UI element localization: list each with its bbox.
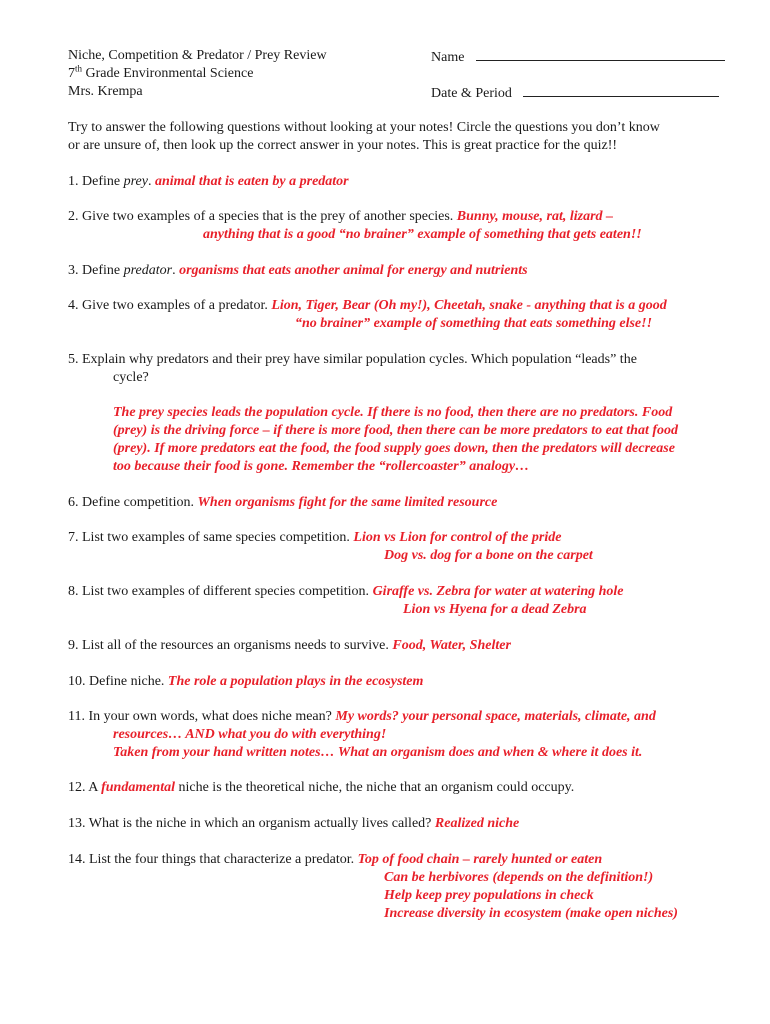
answer-14-line-4: Increase diversity in ecosystem (make open niches) <box>384 906 678 921</box>
answer-6: When organisms fight for the same limited resource <box>197 495 498 510</box>
answer-10: The role a population plays in the ecosystem <box>167 674 424 689</box>
date-blank <box>523 83 719 97</box>
answer-8-line-2: Lion vs Hyena for a dead Zebra <box>403 602 587 617</box>
question-4: 4. Give two examples of a predator. Lion, Tiger, Bear (Oh my!), Cheetah, snake - anything that is a good <box>68 298 667 313</box>
question-5-line-1: 5. Explain why predators and their prey have similar population cycles. Which population “leads” the <box>68 352 637 367</box>
question-3: 3. Define predator. organisms that eats another animal for energy and nutrients <box>68 263 528 278</box>
answer-1: animal that is eaten by a predator <box>154 174 349 189</box>
answer-9: Food, Water, Shelter <box>392 638 511 653</box>
answer-8-line-1: Giraffe vs. Zebra for water at watering hole <box>372 584 624 599</box>
term-prey: prey <box>123 174 148 189</box>
worksheet-title: Niche, Competition & Predator / Prey Review <box>68 48 327 63</box>
answer-7-line-1: Lion vs Lion for control of the pride <box>353 530 562 545</box>
question-11: 11. In your own words, what does niche mean? My words? your personal space, materials, climate, and <box>68 709 656 724</box>
question-13: 13. What is the niche in which an organism actually lives called? Realized niche <box>68 816 520 831</box>
question-12: 12. A fundamental niche is the theoretical niche, the niche that an organism could occupy. <box>68 780 575 795</box>
answer-14-line-3: Help keep prey populations in check <box>384 888 594 903</box>
answer-4-line-2: “no brainer” example of something that eats something else!! <box>295 316 653 331</box>
answer-11-line-1: My words? your personal space, materials, climate, and <box>335 709 656 724</box>
question-14: 14. List the four things that characterize a predator. Top of food chain – rarely hunted or eaten <box>68 852 603 867</box>
answer-11-line-2: resources… AND what you do with everything! <box>113 727 387 742</box>
answer-13: Realized niche <box>434 816 520 831</box>
instructions-line-2: or are unsure of, then look up the correct answer in your notes. This is great practice for the quiz!! <box>68 138 618 153</box>
answer-5-line-3: (prey). If more predators eat the food, the food supply goes down, then the predators will decrease <box>113 441 675 456</box>
question-2: 2. Give two examples of a species that is the prey of another species. Bunny, mouse, rat, lizard – <box>68 209 614 224</box>
teacher-name: Mrs. Krempa <box>68 84 143 99</box>
name-blank <box>476 47 725 61</box>
name-field <box>431 47 725 67</box>
question-1: 1. Define prey. animal that is eaten by a predator <box>68 174 349 189</box>
answer-7-line-2: Dog vs. dog for a bone on the carpet <box>384 548 593 563</box>
answer-14-line-2: Can be herbivores (depends on the definition!) <box>384 870 654 885</box>
answer-5-line-1: The prey species leads the population cycle. If there is no food, then there are no predators. Food <box>113 405 673 420</box>
question-7: 7. List two examples of same species competition. Lion vs Lion for control of the pride <box>68 530 562 545</box>
question-10: 10. Define niche. The role a population plays in the ecosystem <box>68 674 424 689</box>
instructions-line-1: Try to answer the following questions without looking at your notes! Circle the questions you don’t know <box>68 120 660 135</box>
question-8: 8. List two examples of different species competition. Giraffe vs. Zebra for water at watering hole <box>68 584 624 599</box>
answer-11-line-3: Taken from your hand written notes… What an organism does and when & where it does it. <box>113 745 643 760</box>
name-label: Name <box>431 50 465 65</box>
answer-4-line-1: Lion, Tiger, Bear (Oh my!), Cheetah, snake - anything that is a good <box>271 298 667 313</box>
term-predator: predator <box>123 263 173 278</box>
question-5-line-2: cycle? <box>113 370 149 385</box>
answer-14-line-1: Top of food chain – rarely hunted or eaten <box>357 852 603 867</box>
answer-5-line-4: too because their food is gone. Remember the “rollercoaster” analogy… <box>113 459 530 474</box>
answer-2-line-1: Bunny, mouse, rat, lizard – <box>456 209 614 224</box>
question-9: 9. List all of the resources an organisms needs to survive. Food, Water, Shelter <box>68 638 511 653</box>
question-6: 6. Define competition. When organisms fight for the same limited resource <box>68 495 498 510</box>
answer-3: organisms that eats another animal for energy and nutrients <box>179 263 528 278</box>
class-name: 7th Grade Environmental Science <box>68 63 254 81</box>
date-period-field <box>431 83 719 103</box>
answer-5-line-2: (prey) is the driving force – if there is more food, then there can be more predators to eat that food <box>113 423 679 438</box>
answer-12: fundamental <box>101 780 175 795</box>
date-label: Date & Period <box>431 86 512 101</box>
answer-2-line-2: anything that is a good “no brainer” example of something that gets eaten!! <box>203 227 642 242</box>
